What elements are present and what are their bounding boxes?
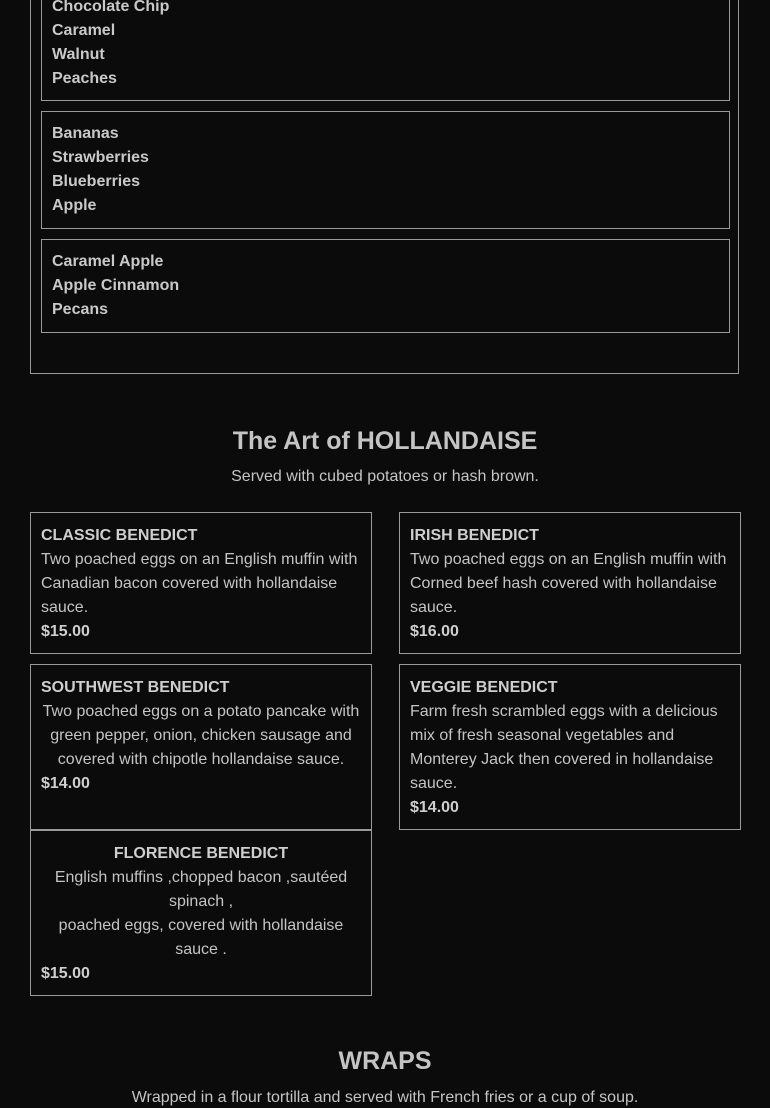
flavor-item: Bananas <box>52 125 119 142</box>
menu-item-card <box>30 664 372 830</box>
section-subtitle-wraps: Wrapped in a flour tortilla and served with French fries or a cup of soup. <box>131 1089 639 1106</box>
menu-item-card <box>30 830 372 996</box>
menu-item-description: Two poached eggs on a potato pancake with green pepper, onion, chicken sausage and covered with chipotle hollandaise sauce. <box>42 703 360 768</box>
menu-item-price: $16.00 <box>410 623 459 640</box>
flavor-item: Apple Cinnamon <box>52 277 180 294</box>
menu-item-name: CLASSIC BENEDICT <box>41 527 198 544</box>
menu-item-card <box>399 512 741 654</box>
menu-item-name: FLORENCE BENEDICT <box>113 845 289 862</box>
flavor-item: Caramel Apple <box>52 253 164 270</box>
flavor-group-1 <box>41 0 730 101</box>
menu-item-price: $15.00 <box>41 623 90 640</box>
flavor-item: Blueberries <box>52 173 141 190</box>
flavor-item: Pecans <box>52 301 109 318</box>
section-title-wraps: WRAPS <box>338 1047 432 1075</box>
section-title-hollandaise: The Art of HOLLANDAISE <box>232 427 538 455</box>
menu-item-name: IRISH BENEDICT <box>410 527 539 544</box>
menu-item-description: Farm fresh scrambled eggs with a delicious mix of fresh seasonal vegetables and Monterey Jack then covered in hollandaise sauce. <box>410 703 718 792</box>
menu-item-card <box>30 512 372 654</box>
menu-item-card <box>399 664 741 830</box>
flavor-item: Walnut <box>52 46 105 63</box>
menu-item-description-line: English muffins ,chopped bacon ,sautéed spinach , <box>54 869 348 910</box>
menu-item-price: $14.00 <box>410 799 459 816</box>
flavor-item: Caramel <box>52 22 116 39</box>
menu-item-price: $14.00 <box>41 775 90 792</box>
flavor-group-2 <box>41 111 730 229</box>
flavor-item: Strawberries <box>52 149 149 166</box>
menu-item-description: Two poached eggs on an English muffin with Canadian bacon covered with hollandaise sauce. <box>41 551 358 616</box>
flavor-item: Chocolate Chip <box>52 0 170 15</box>
flavor-item: Peaches <box>52 70 117 87</box>
menu-item-description-line: poached eggs, covered with hollandaise sauce . <box>58 917 344 958</box>
flavor-item: Apple <box>52 197 97 214</box>
section-subtitle-hollandaise: Served with cubed potatoes or hash brown. <box>231 468 539 485</box>
menu-item-description: Two poached eggs on an English muffin with Corned beef hash covered with hollandaise sauce. <box>410 551 727 616</box>
menu-item-price: $15.00 <box>41 965 90 982</box>
menu-item-name: SOUTHWEST BENEDICT <box>41 679 230 696</box>
flavor-group-3 <box>41 239 730 333</box>
menu-item-name: VEGGIE BENEDICT <box>410 679 558 696</box>
